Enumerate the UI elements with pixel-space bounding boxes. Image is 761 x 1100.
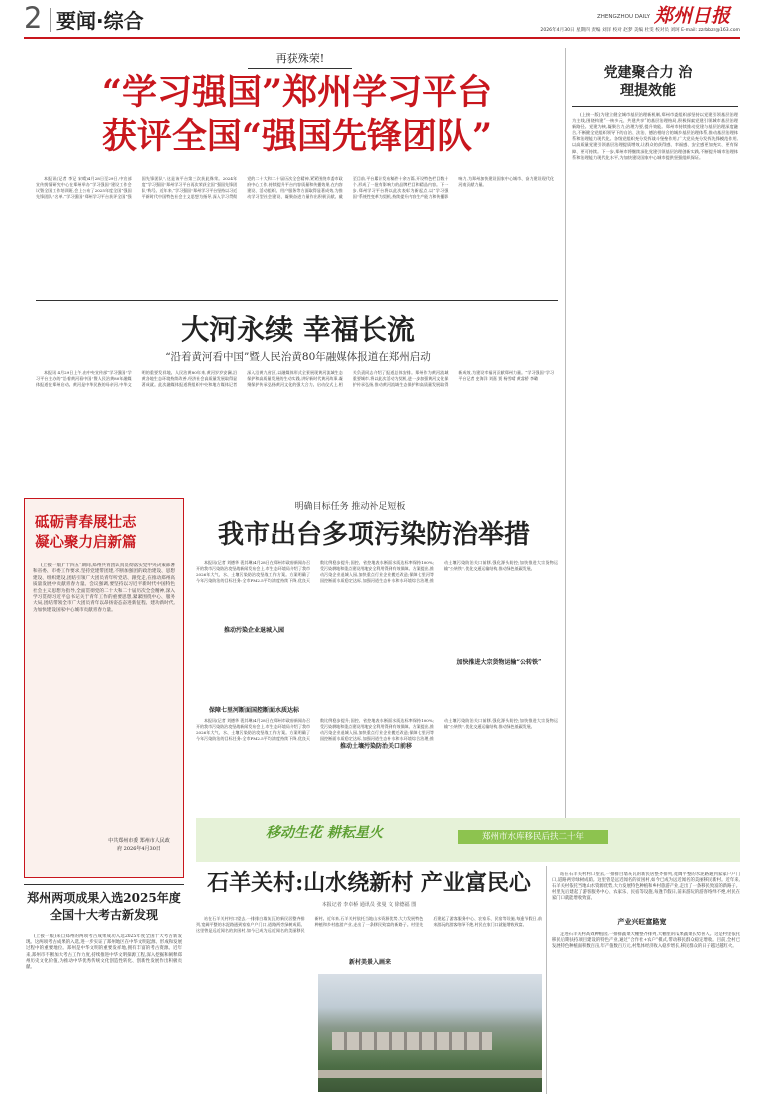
policy-section-heading-4: 加快推进大宗货物运输“公转铁” bbox=[440, 658, 558, 668]
masthead-logo: 郑州日报 bbox=[654, 5, 731, 27]
rural-body-2-lead: 站在石羊关村村口望去,一排排白墙灰瓦的新民居整齐排列,宽阔平整的水泥路通到家家户户门口,道路两旁绿树成荫。这里曾是远近闻名的贫困村,如今已成为远近闻名的美丽移民新村。近年来,石羊关村依托当地山水资源优势,大力发展特色种植和乡村旅游产业,走出了一条移民致富的新路子。村里先后建起了游客服务中心、农家乐、民宿等设施,每逢节假日,前来游玩的游客络绎不绝,村民在家门口就能增收致富。 bbox=[552, 872, 740, 902]
archaeology-headline: 郑州两项成果入选2025年度全国十大考古新发现 bbox=[27, 891, 181, 922]
rural-photo bbox=[318, 974, 542, 1092]
feature-body bbox=[36, 370, 554, 488]
rural-banner-title: 移动生花 耕耘星火 bbox=[266, 825, 383, 841]
rural-body-3 bbox=[552, 932, 740, 1094]
photo-village-roofs bbox=[332, 1032, 492, 1050]
rural-headline: 石羊关村:山水绕新村 产业富民心 bbox=[207, 870, 531, 896]
youth-box-title: 砥砺青春展壮志 凝心聚力启新篇 bbox=[35, 514, 137, 551]
date-line: 2026年4月30日 星期四 责编 刘洋 校对 赵梦 美编 杜雯 校对员 刘珂 E-mail: zzrbbzr@163.com bbox=[540, 28, 740, 33]
section-title: 要闻·综合 bbox=[56, 9, 144, 33]
sidebar-title-rule bbox=[572, 106, 738, 107]
lead-body-text: 本报讯(记者 李记 宋晴)4月28日至29日,中宣部宣传舆情研究中心在郑州举办“学习强国”建设工作会议暨全国工作培训班,会上公布了2025年度全国“强国先锋团队”名单,“学习强国”郑州学习平台获评全国“强国先锋团队”,这是该平台第三次获此殊荣。2024年度“学习强国”郑州学习平台再次荣获全国“强国先锋团队”称号。近年来,“学习强国”郑州学习平台坚持以习近平新时代中国特色社会主义思想为指导,深入学习贯彻党的二十大和二十届历次全会精神,紧紧围绕市委市政府中心工作,持续提升平台内容质量和传播效果,在内容建设、活动组织、用户服务等方面取得显著成效,为推动学习型社会建设、凝聚奋进力量作出积极贡献。截至目前,平台累计发布稿件十余万篇,开设特色栏目数十个,形成了一批有影响力的品牌栏目和精品内容。下一步,郑州学习平台将以此次表彰为新起点,以“学习强国”系统性变革为契机,持续提升内容生产能力和传播影响力,为郑州加快建设国家中心城市、奋力建设现代化河南贡献力量。 bbox=[36, 176, 554, 199]
sidebar-divider bbox=[565, 48, 566, 818]
masthead bbox=[0, 0, 761, 40]
rural-section-heading-2: 产业兴旺富路宽 bbox=[617, 917, 667, 926]
photo-road bbox=[318, 1070, 542, 1078]
lead-kicker-underline bbox=[248, 68, 352, 69]
sidebar-body bbox=[572, 112, 738, 818]
feature-body-text: 本报讯 4月29日上午,由中央宣传部“学习强国”学习平台主办的“沿着黄河看中国”暨人民治黄80年融媒体报道在郑州启动。黄河是中华民族的母亲河,中华文明的重要发祥地。人民治黄80年来,黄河岁岁安澜,沿黄各地生态环境持续改善,经济社会高质量发展取得显著成就。此次融媒体报道将组织中央和地方媒体记者深入沿黄九省区,以融媒体形式全景展现黄河流域生态保护和高质量发展的生动实践,讲好新时代黄河故事,凝聚保护传承弘扬黄河文化的强大合力。启动仪式上,相关负责同志介绍了报道总体安排。郑州作为黄河流域重要城市,将以此次活动为契机,进一步加强黄河文化保护传承弘扬,推动黄河流域生态保护和高质量发展取得新成效,为建设幸福河贡献郑州力量。“学习强国”学习平台记者 史海洋 刘嘉 贾 杨雪晴 黄睿桥 李璐 bbox=[36, 370, 554, 387]
rural-right-divider bbox=[546, 866, 547, 1094]
masthead-paper-name-en: ZHENGZHOU DAILY bbox=[597, 14, 650, 20]
rural-banner-subtitle: 郑州市水库移民后扶二十年 bbox=[458, 830, 608, 844]
sidebar-title: 党建聚合力 治理提效能 bbox=[603, 65, 693, 99]
policy-body-continued-text: 本报讯(记者 刘德华 裴其琳)4月28日在郑州市政府新闻办召开的我市污染防治攻坚战新闻发布会上,市生态环境局介绍了我市2026年大气、水、土壤污染防治攻坚战工作方案。方案明确了今年污染防治的目标任务:全市PM2.5平均浓度持续下降,优良天数比例稳步提升;国控、省控地表水断面水质达标率保持100%;受污染耕地和重点建设用地安全利用得到有效保障。方案提出,推动污染企业退城入园,加快重点行业企业搬迁改造;保障七里河等国控断面水质稳定达标,加强河道生态补水和水环境综合治理;推动土壤污染防治关口前移,强化源头防控;加快推进大宗货物运输“公转铁”,优化交通运输结构,推动绿色低碳发展。 bbox=[196, 718, 558, 741]
lead-headline-line-1: “学习强国”郑州学习平台 bbox=[101, 72, 493, 113]
page-number-divider bbox=[50, 8, 51, 32]
policy-body-text: 本报讯(记者 刘德华 裴其琳)4月28日在郑州市政府新闻办召开的我市污染防治攻坚战新闻发布会上,市生态环境局介绍了我市2026年大气、水、土壤污染防治攻坚战工作方案。方案明确了今年污染防治的目标任务:全市PM2.5平均浓度持续下降,优良天数比例稳步提升;国控、省控地表水断面水质达标率保持100%;受污染耕地和重点建设用地安全利用得到有效保障。方案提出,推动污染企业退城入园,加快重点行业企业搬迁改造;保障七里河等国控断面水质稳定达标,加强河道生态补水和水环境综合治理;推动土壤污染防治关口前移,强化源头防控;加快推进大宗货物运输“公转铁”,优化交通运输结构,推动绿色低碳发展。 bbox=[196, 560, 558, 583]
archaeology-body-text: (上接一版)来自郑州的两项考古成果成功入选2025年度全国十大考古新发现。这两项考古成果的入选,进一步实证了郑州地区在中华文明起源、形成和发展过程中的重要地位。郑州是中华文明的重要发祥地,拥有丰富的考古资源。近年来,郑州市不断加大考古工作力度,持续推进中华文明探源工程,深入挖掘和阐释郑州历史文化价值,为推动中华优秀传统文化创造性转化、创新性发展作出积极贡献。 bbox=[26, 934, 182, 971]
policy-section-heading-2: 保障七里河断面国控断面水质达标 bbox=[196, 706, 312, 716]
rural-banner bbox=[196, 818, 740, 862]
policy-kicker: 明确目标任务 推动补足短板 bbox=[294, 502, 406, 512]
page-number: 2 bbox=[24, 2, 43, 34]
youth-box-credit: 中共郑州市委 郑州市人民政府 2026年4月30日 bbox=[108, 838, 170, 852]
feature-headline: 大河永续 幸福长流 bbox=[181, 313, 415, 346]
archaeology-top-rule bbox=[24, 884, 184, 885]
rural-byline: 本报记者 李卓桥 通讯员 张曼 文 徐德福 图 bbox=[321, 902, 417, 908]
lead-body bbox=[36, 176, 554, 294]
youth-box bbox=[24, 498, 184, 878]
rural-body-text: 站在石羊关村村口望去,一排排白墙灰瓦的新民居整齐排列,宽阔平整的水泥路通到家家户户门口,道路两旁绿树成荫。这里曾是远近闻名的贫困村,如今已成为远近闻名的美丽移民新村。近年来,石羊关村依托当地山水资源优势,大力发展特色种植和乡村旅游产业,走出了一条移民致富的新路子。村里先后建起了游客服务中心、农家乐、民宿等设施,每逢节假日,前来游玩的游客络绎不绝,村民在家门口就能增收致富。 bbox=[196, 916, 542, 933]
feature-subhead: “沿着黄河看中国”暨人民治黄80年融媒体报道在郑州启动 bbox=[165, 351, 431, 363]
lead-kicker: 再获殊荣! bbox=[275, 52, 325, 65]
policy-section-heading-1: 推动污染企业退城入园 bbox=[196, 626, 312, 636]
lead-headline-line-2: 获评全国“强国先锋团队” bbox=[101, 116, 493, 157]
masthead-rule bbox=[24, 37, 740, 39]
archaeology-body bbox=[26, 934, 182, 1094]
rural-section-heading: 新村美景入画来 bbox=[320, 958, 420, 968]
youth-box-body bbox=[33, 563, 175, 823]
rural-body-3-text: 走进石羊关村高效种植园,一排排蔬菜大棚整齐排列,大棚里的瓜果蔬菜长势喜人。这是村里依托移民后期扶持项目建设的特色产业,通过“合作社+农户”模式,带动移民群众稳定增收。目前,全村已发展特色种植面积数百亩,年产值数百万元,村集体经济收入稳步增长,移民群众的日子越过越红火。 bbox=[552, 932, 740, 950]
youth-box-body-text: (上接一版)“十四五”期间,郑州共青团认真贯彻落实党中央决策部署和省委、市委工作要求,坚持党建带团建,不断加强团的政治建设、思想建设、组织建设,团结引领广大团员青年听党话、跟党走,在推动郑州高质量发展中贡献青春力量。会议强调,要坚持以习近平新时代中国特色社会主义思想为指导,全面贯彻党的二十大和二十届历次全会精神,深入学习贯彻习近平总书记关于青年工作的重要思想,紧紧围绕中心、服务大局,团结带领全市广大团员青年以昂扬姿态奋进新征程、建功新时代,为加快建设国家中心城市贡献青春力量。 bbox=[33, 563, 175, 613]
policy-headline: 我市出台多项污染防治举措 bbox=[217, 520, 530, 550]
sidebar-body-text: (上接一版)为建立健全城市基层治理新机制,郑州市委组织部坚持以党建引领基层治理为主线,围绕构建“一核多元、共建共享”的基层治理格局,积极探索党建引领城市基层治理新路径。党建为核,凝聚合力;治理为要,提升效能。郑州市持续推动党建与基层治理深度融合,不断健全党组织领导下的自治、法治、德治相结合的城乡基层治理体系,推动基层治理体系和治理能力现代化。各级党组织充分发挥战斗堡垒作用,广大党员充分发挥先锋模范作用,以高质量党建引领基层治理提质增效,让群众的获得感、幸福感、安全感更加充实、更有保障、更可持续。下一步,郑州市将继续深化党建引领基层治理创新实践,不断提升城市治理体系和治理能力现代化水平,为加快建设国家中心城市提供坚强组织保证。 bbox=[572, 112, 738, 160]
policy-body-continued bbox=[196, 718, 558, 808]
policy-section-heading-3: 推动土壤污染防治关口前移 bbox=[318, 742, 434, 752]
rural-body-2 bbox=[552, 872, 740, 912]
feature-top-rule bbox=[36, 300, 558, 301]
